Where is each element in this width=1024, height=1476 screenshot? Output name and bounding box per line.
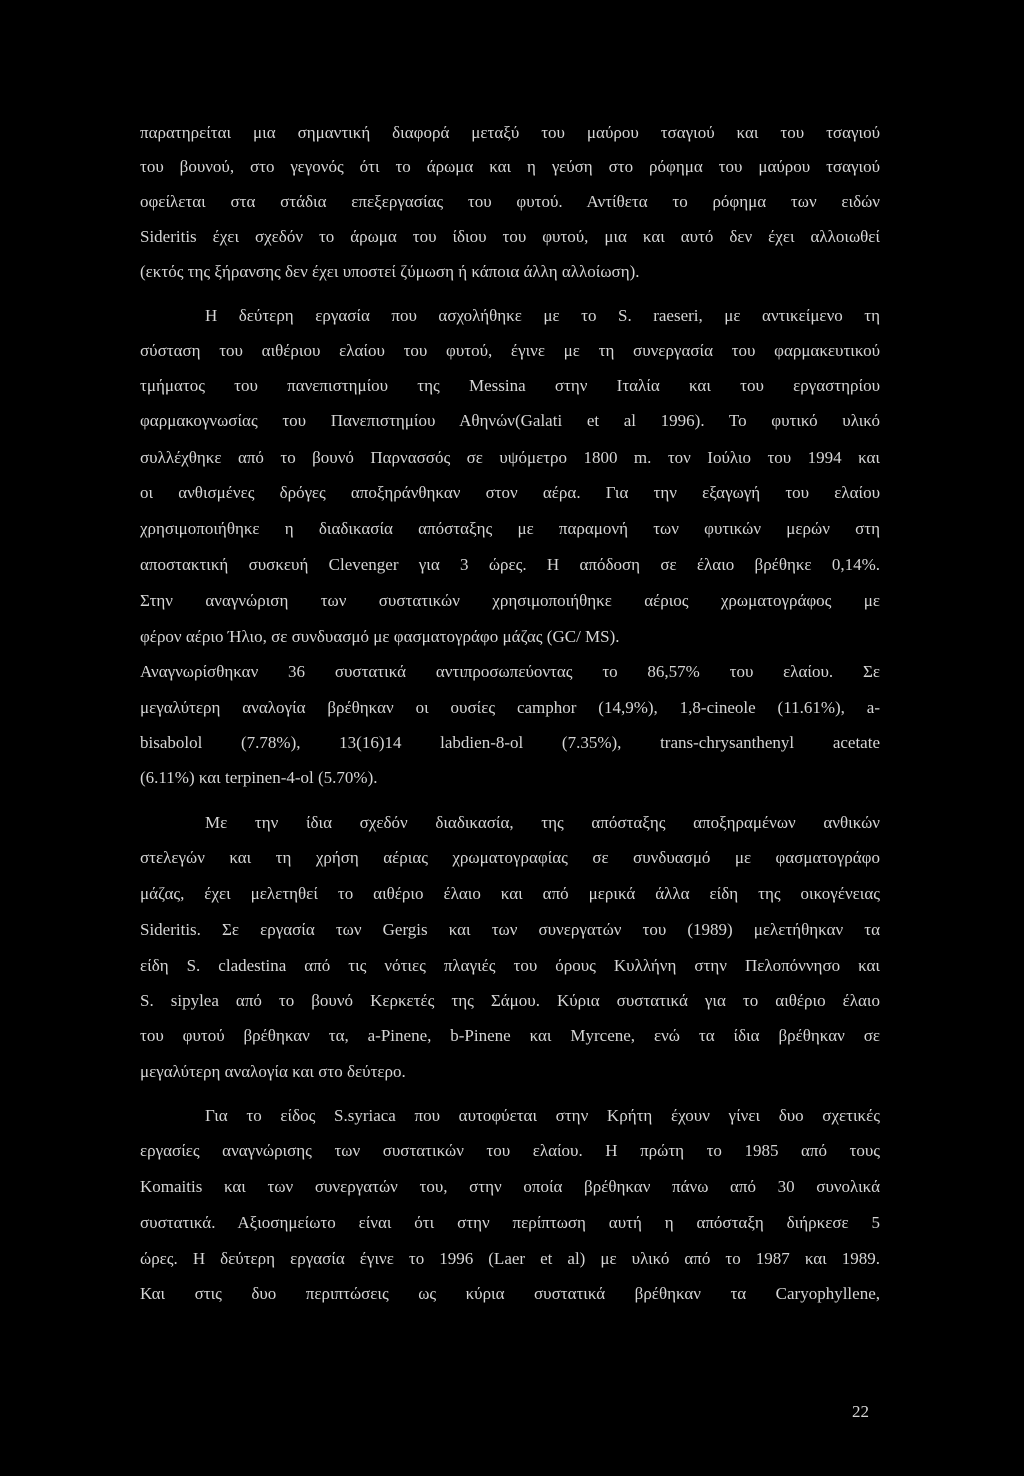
text-line: S. sipylea από το βουνό Κερκετές της Σάμου. Κύρια συστατικά για το αιθέριο έλαιο [140, 991, 880, 1010]
text-line: Sideritis έχει σχεδόν το άρωμα του ίδιου του φυτού, μια και αυτό δεν έχει αλλοιωθεί [140, 227, 880, 246]
text-line: μεγαλύτερη αναλογία και στο δεύτερο. [140, 1062, 406, 1081]
text-line: (εκτός της ξήρανσης δεν έχει υποστεί ζύμωση ή κάποια άλλη αλλοίωση). [140, 262, 640, 281]
text-line: αποστακτική συσκευή Clevenger για 3 ώρες. Η απόδοση σε έλαιο βρέθηκε 0,14%. [140, 555, 880, 574]
text-line: οι ανθισμένες δρόγες αποξηράνθηκαν στον αέρα. Για την εξαγωγή του ελαίου [140, 483, 880, 502]
text-line: μάζας, έχει μελετηθεί το αιθέριο έλαιο και από μερικά άλλα είδη της οικογένειας [140, 884, 880, 903]
text-line: Sideritis. Σε εργασία των Gergis και των συνεργατών του (1989) μελετήθηκαν τα [140, 920, 880, 939]
text-line: χρησιμοποιήθηκε η διαδικασία απόσταξης με παραμονή των φυτικών μερών στη [140, 519, 880, 538]
text-line: είδη S. cladestina από τις νότιες πλαγιές του όρους Κυλλήνη στην Πελοπόννησο και [140, 956, 880, 975]
text-line: φέρον αέριο Ήλιο, σε συνδυασμό με φασματογράφο μάζας (GC/ MS). [140, 627, 620, 646]
text-line: του φυτού βρέθηκαν τα, a-Pinene, b-Pinene και Myrcene, ενώ τα ίδια βρέθηκαν σε [140, 1026, 880, 1045]
text-line: Αναγνωρίσθηκαν 36 συστατικά αντιπροσωπεύοντας το 86,57% του ελαίου. Σε [140, 662, 880, 681]
text-line: συλλέχθηκε από το βουνό Παρνασσός σε υψόμετρο 1800 m. τον Ιούλιο του 1994 και [140, 448, 880, 467]
text-line: σύσταση του αιθέριου ελαίου του φυτού, έγινε με τη συνεργασία του φαρμακευτικού [140, 341, 880, 360]
text-line: φαρμακογνωσίας του Πανεπιστημίου Αθηνών(Galati et al 1996). Το φυτικό υλικό [140, 411, 880, 430]
text-line: του βουνού, στο γεγονός ότι το άρωμα και η γεύση στο ρόφημα του μαύρου τσαγιού [140, 157, 880, 176]
text-line: Για το είδος S.syriaca που αυτοφύεται στην Κρήτη έχουν γίνει δυο σχετικές [205, 1106, 880, 1125]
page-number: 22 [852, 1402, 869, 1421]
text-line: στελεγών και τη χρήση αέριας χρωματογραφίας σε συνδυασμό με φασματογράφο [140, 848, 880, 867]
text-line: συστατικά. Αξιοσημείωτο είναι ότι στην περίπτωση αυτή η απόσταξη διήρκεσε 5 [140, 1213, 880, 1232]
text-line: Η δεύτερη εργασία που ασχολήθηκε με το S. raeseri, με αντικείμενο τη [205, 306, 880, 325]
text-line: μεγαλύτερη αναλογία βρέθηκαν οι ουσίες camphor (14,9%), 1,8-cineole (11.61%), a- [140, 698, 880, 717]
text-line: bisabolol (7.78%), 13(16)14 labdien-8-ol (7.35%), trans-chrysanthenyl acetate [140, 733, 880, 752]
text-line: Στην αναγνώριση των συστατικών χρησιμοποιήθηκε αέριος χρωματογράφος με [140, 591, 880, 610]
text-line: παρατηρείται μια σημαντική διαφορά μεταξύ του μαύρου τσαγιού και του τσαγιού [140, 123, 880, 142]
text-line: τμήματος του πανεπιστημίου της Messina στην Ιταλία και του εργαστηρίου [140, 376, 880, 395]
text-line: Με την ίδια σχεδόν διαδικασία, της απόσταξης αποξηραμένων ανθικών [205, 813, 880, 832]
text-line: Komaitis και των συνεργατών του, στην οποία βρέθηκαν πάνω από 30 συνολικά [140, 1177, 880, 1196]
text-line: ώρες. Η δεύτερη εργασία έγινε το 1996 (Laer et al) με υλικό από το 1987 και 1989. [140, 1249, 880, 1268]
text-line: (6.11%) και terpinen-4-ol (5.70%). [140, 768, 378, 787]
text-line: Και στις δυο περιπτώσεις ως κύρια συστατικά βρέθηκαν τα Caryophyllene, [140, 1284, 880, 1303]
text-line: εργασίες αναγνώρισης των συστατικών του ελαίου. Η πρώτη το 1985 από τους [140, 1141, 880, 1160]
text-line: οφείλεται στα στάδια επεξεργασίας του φυτού. Αντίθετα το ρόφημα των ειδών [140, 192, 880, 211]
